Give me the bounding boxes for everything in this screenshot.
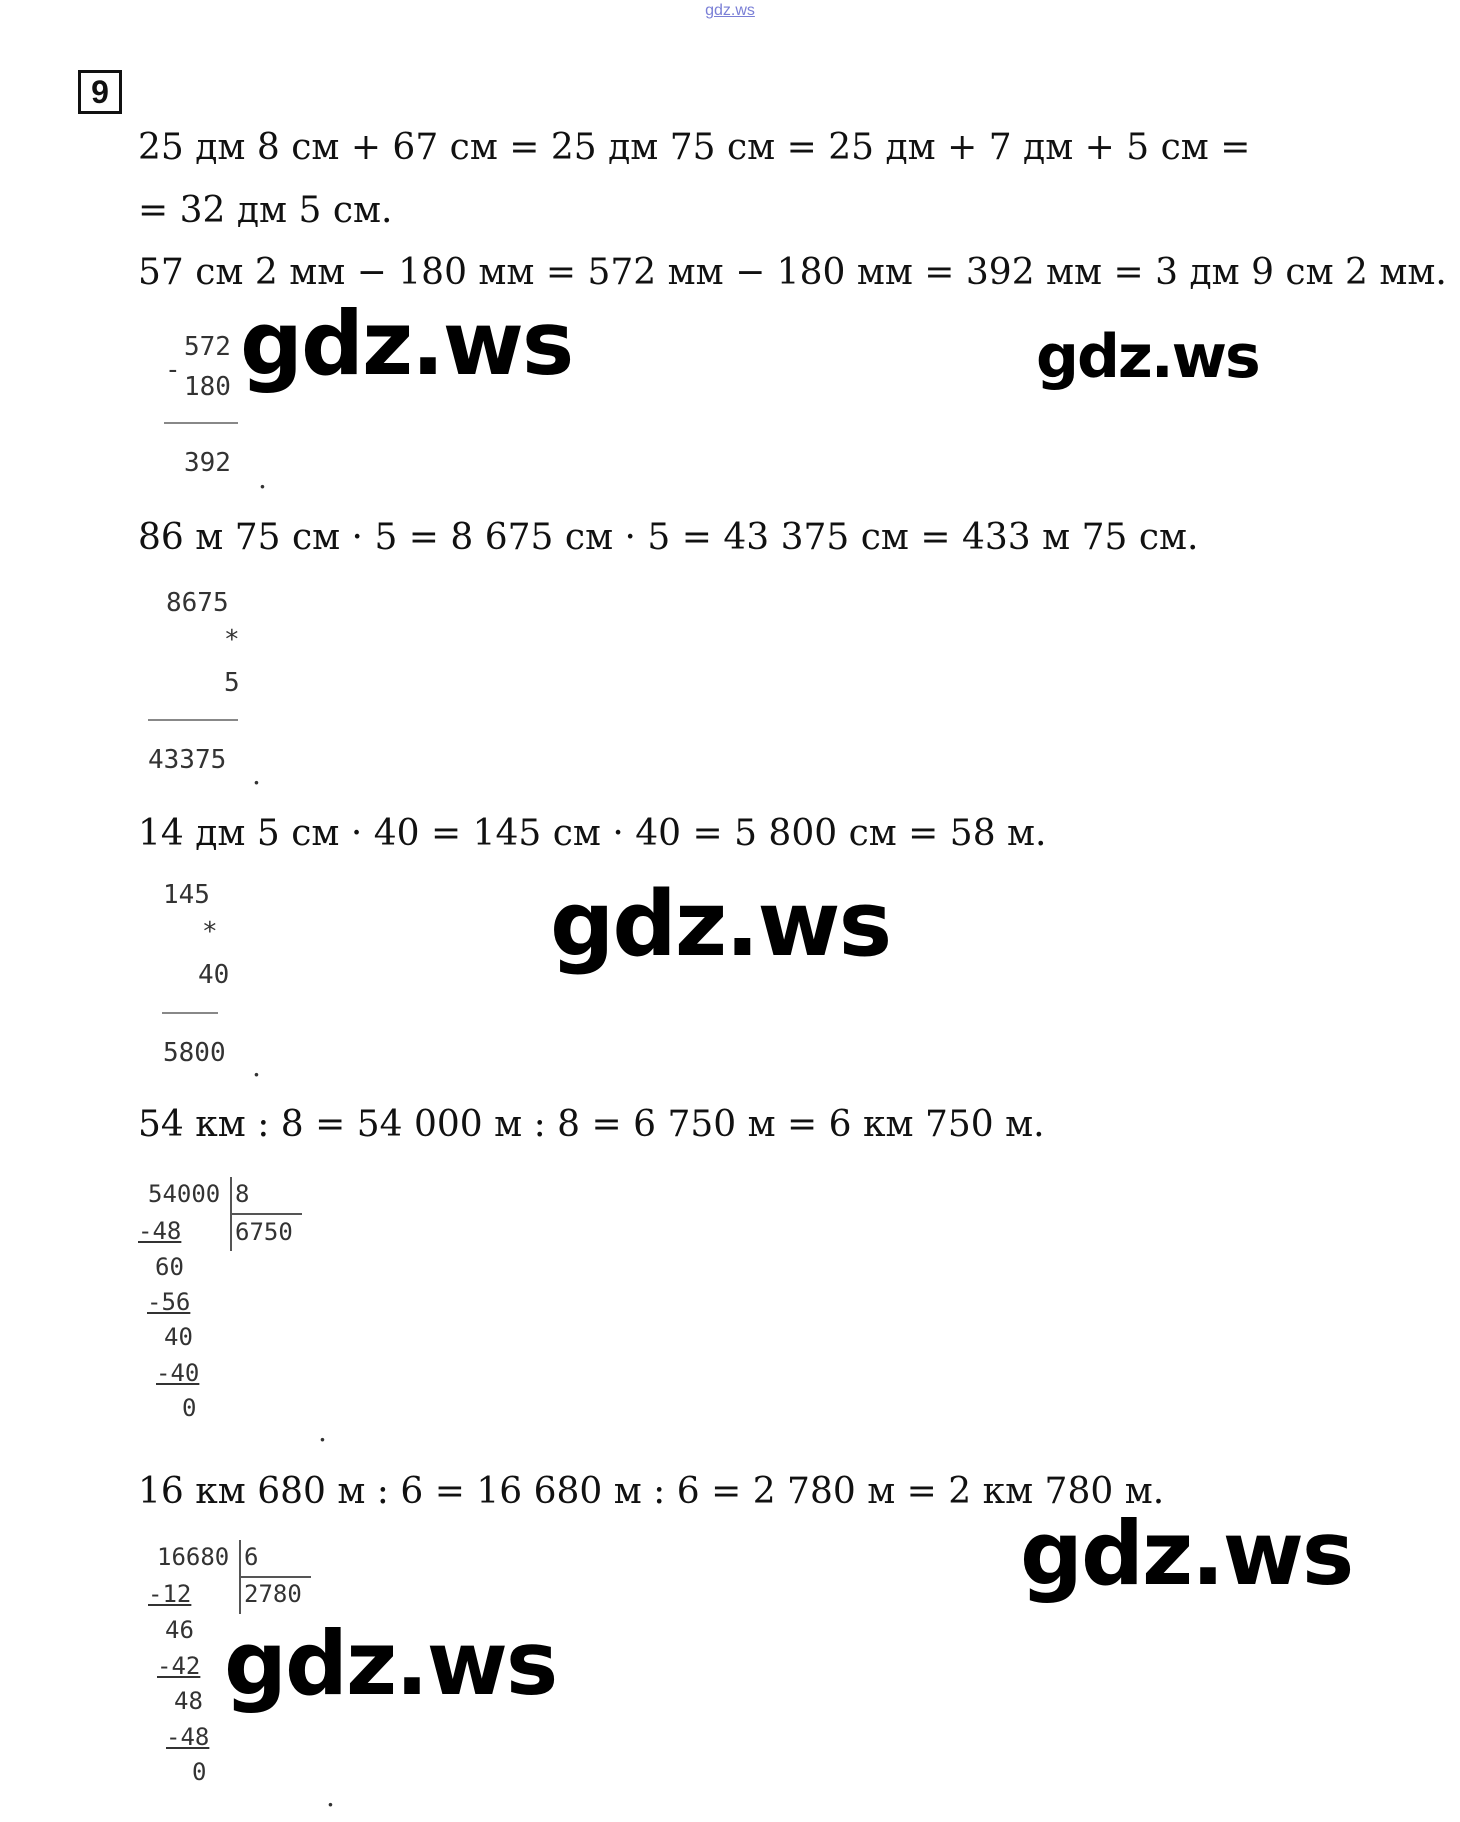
- watermark-logo: gdz.ws: [550, 872, 891, 977]
- calc-subtrahend: 180: [184, 372, 231, 402]
- watermark-logo: gdz.ws: [224, 1612, 557, 1715]
- task-number: 9: [78, 70, 122, 114]
- calc-divisor: 8: [235, 1180, 250, 1208]
- calc-rule: [148, 719, 238, 721]
- calc-dot: .: [258, 462, 267, 495]
- division-step: 0: [182, 1394, 197, 1422]
- watermark-logo: gdz.ws: [1036, 322, 1259, 392]
- calc-factor-a: 145: [163, 880, 210, 910]
- calc-factor-b: 40: [198, 960, 230, 990]
- calc-dot: .: [252, 1050, 261, 1083]
- division-step: -12: [148, 1580, 192, 1608]
- calc-dot: .: [252, 758, 261, 791]
- equation-line-2: = 32 дм 5 см.: [138, 190, 393, 231]
- watermark-logo: gdz.ws: [240, 292, 573, 395]
- division-step: -40: [156, 1359, 200, 1387]
- calc-minus-sign: -: [165, 355, 181, 385]
- calc-quotient: 2780: [244, 1580, 302, 1608]
- division-step: 48: [174, 1687, 203, 1715]
- equation-line-1: 25 дм 8 см + 67 см = 25 дм 75 см = 25 дм + 7 дм + 5 см =: [138, 127, 1251, 168]
- header-watermark: gdz.ws: [705, 2, 755, 19]
- calc-product: 43375: [148, 745, 227, 775]
- equation-line-5: 14 дм 5 см · 40 = 145 см · 40 = 5 800 см = 58 м.: [138, 813, 1047, 854]
- calc-dividend: 54000: [148, 1180, 221, 1208]
- division-step: -48: [166, 1723, 210, 1751]
- quotient-rule: [241, 1576, 311, 1578]
- calc-dividend: 16680: [157, 1543, 230, 1571]
- calc-quotient: 6750: [235, 1218, 293, 1246]
- calc-dot: .: [326, 1780, 335, 1813]
- division-step: -56: [147, 1288, 191, 1316]
- division-step: 60: [155, 1253, 184, 1281]
- division-step: 46: [165, 1616, 194, 1644]
- calc-operator: *: [224, 625, 240, 655]
- watermark-logo: gdz.ws: [1020, 1502, 1353, 1605]
- equation-line-7: 16 км 680 м : 6 = 16 680 м : 6 = 2 780 м = 2 км 780 м.: [138, 1471, 1165, 1512]
- division-step: 0: [192, 1758, 207, 1786]
- quotient-rule: [232, 1213, 302, 1215]
- calc-factor-b: 5: [224, 668, 240, 698]
- calc-difference: 392: [184, 448, 231, 478]
- calc-product: 5800: [163, 1038, 226, 1068]
- division-step: -48: [138, 1217, 182, 1245]
- calc-factor-a: 8675: [166, 588, 229, 618]
- equation-line-6: 54 км : 8 = 54 000 м : 8 = 6 750 м = 6 км 750 м.: [138, 1104, 1045, 1145]
- calc-rule: [162, 1012, 218, 1014]
- division-step: -42: [157, 1652, 201, 1680]
- calc-minuend: 572: [184, 332, 231, 362]
- calc-divisor: 6: [244, 1543, 259, 1571]
- calc-operator: *: [202, 917, 218, 947]
- calc-rule: [164, 422, 238, 424]
- equation-line-4: 86 м 75 см · 5 = 8 675 см · 5 = 43 375 см = 433 м 75 см.: [138, 517, 1199, 558]
- equation-line-3: 57 см 2 мм − 180 мм = 572 мм − 180 мм = 392 мм = 3 дм 9 см 2 мм.: [138, 252, 1447, 293]
- division-step: 40: [164, 1323, 193, 1351]
- calc-dot: .: [318, 1415, 327, 1448]
